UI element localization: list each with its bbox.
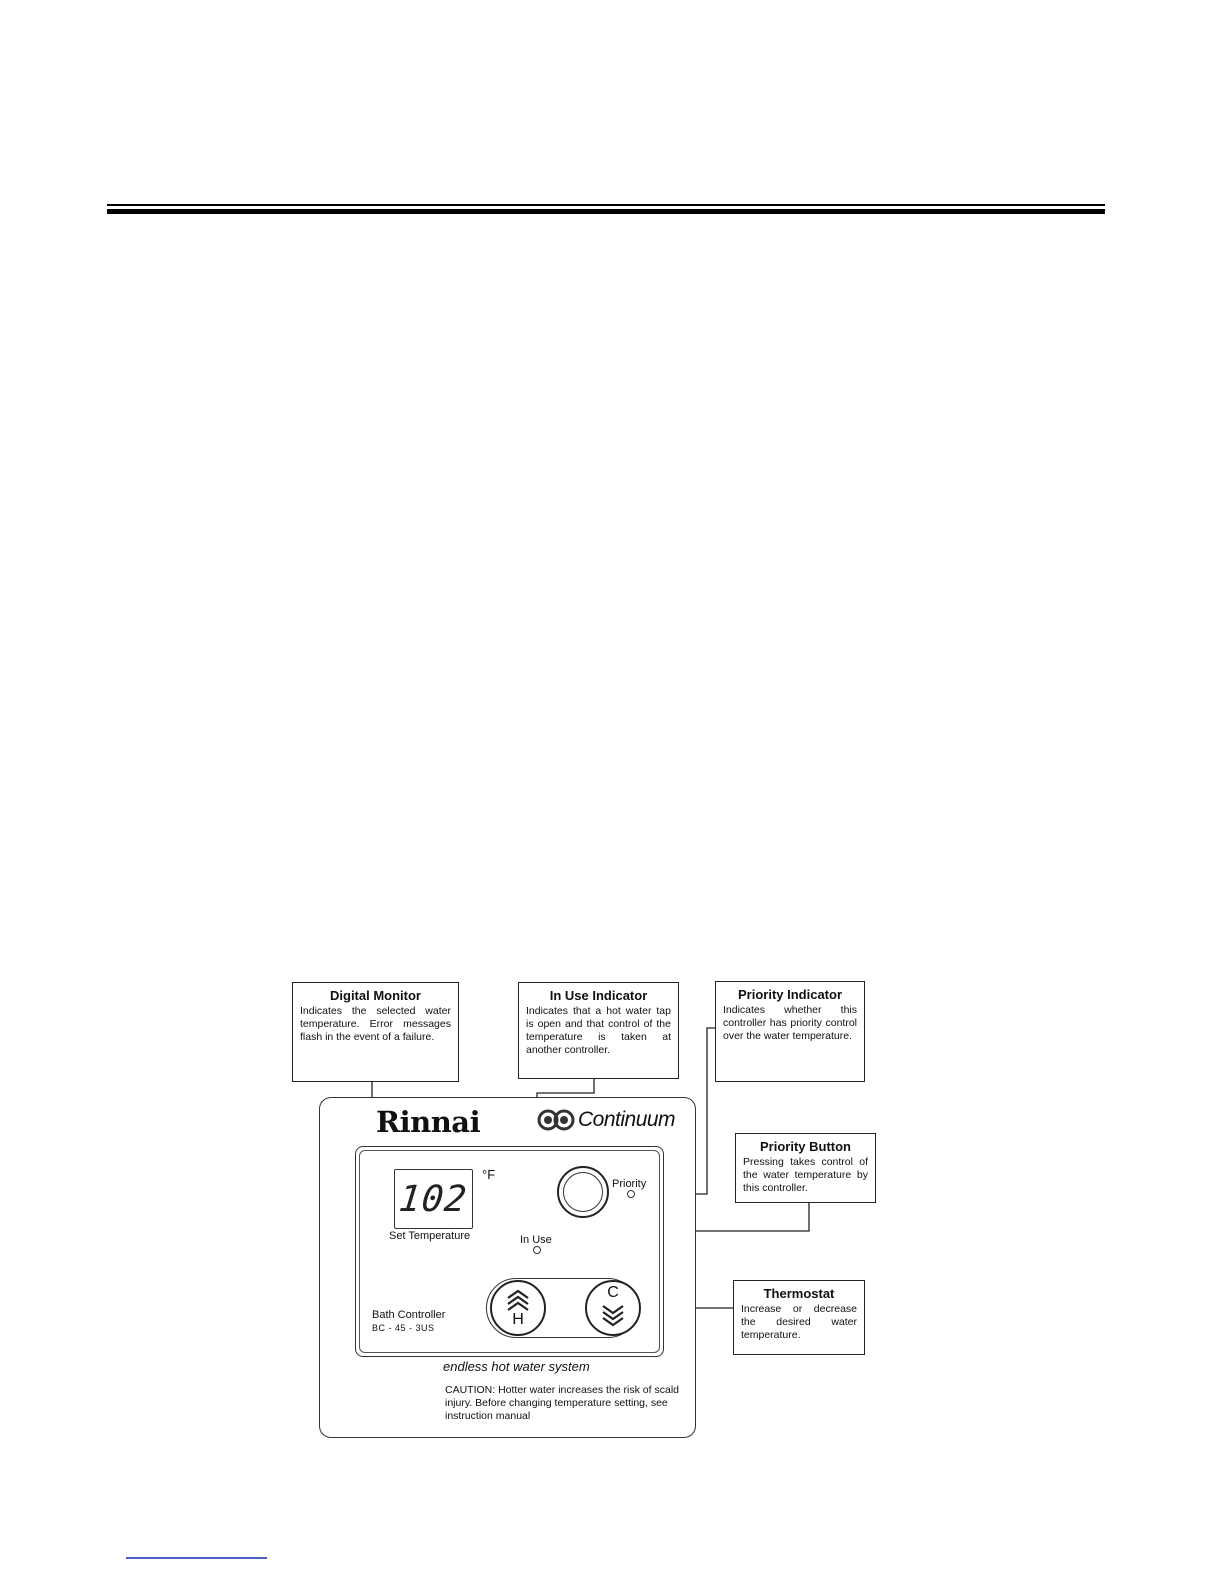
priority-led [627,1190,635,1198]
callout-text: Indicates whether this controller has priority control over the water temperature. [723,1004,857,1042]
callout-text: Pressing takes control of the water temperature by this controller. [743,1156,868,1194]
callout-text: Increase or decrease the desired water temperature. [741,1303,857,1341]
digital-monitor [394,1169,473,1229]
hot-label: H [512,1311,524,1328]
model-code: BC - 45 - 3US [372,1323,435,1333]
tagline: endless hot water system [443,1359,590,1374]
footer-link-underline[interactable] [126,1557,267,1559]
hot-up-button[interactable] [490,1280,546,1336]
caution-text: CAUTION: Hotter water increases the risk of scald injury. Before changing temperature setting, see instruction manual [445,1384,679,1422]
model-name: Bath Controller [372,1309,446,1321]
callout-title: In Use Indicator [549,988,648,1003]
set-temperature-label: Set Temperature [389,1230,471,1242]
callout-digital-monitor [292,982,459,1082]
callout-title: Priority Button [760,1139,851,1154]
in-use-label: In Use [520,1234,552,1246]
temperature-unit: °F [482,1167,496,1182]
callout-priority-indicator [715,981,865,1082]
callout-title: Priority Indicator [737,987,843,1002]
callout-title: Digital Monitor [330,988,421,1003]
cold-down-button[interactable] [585,1280,641,1336]
callout-text: Indicates that a hot water tap is open and that control of the temperature is taken at another controller. [526,1005,671,1056]
callout-text: Indicates the selected water temperature. Error messages flash in the event of a failure. [300,1005,451,1043]
brand-logo: Rinnai [376,1105,481,1139]
series-logo [537,1108,675,1132]
in-use-led [533,1246,541,1254]
temperature-readout: 102 [397,1178,470,1220]
priority-label: Priority [612,1178,647,1190]
callout-title: Thermostat [763,1286,835,1301]
cold-label: C [607,1284,619,1301]
callout-in-use-indicator [518,982,679,1079]
priority-button[interactable] [557,1166,609,1218]
callout-thermostat [733,1280,865,1355]
infinity-icon [537,1108,577,1132]
series-name: Continuum [578,1108,676,1131]
callout-priority-button [735,1133,876,1203]
chevron-down-icon [587,1282,639,1334]
